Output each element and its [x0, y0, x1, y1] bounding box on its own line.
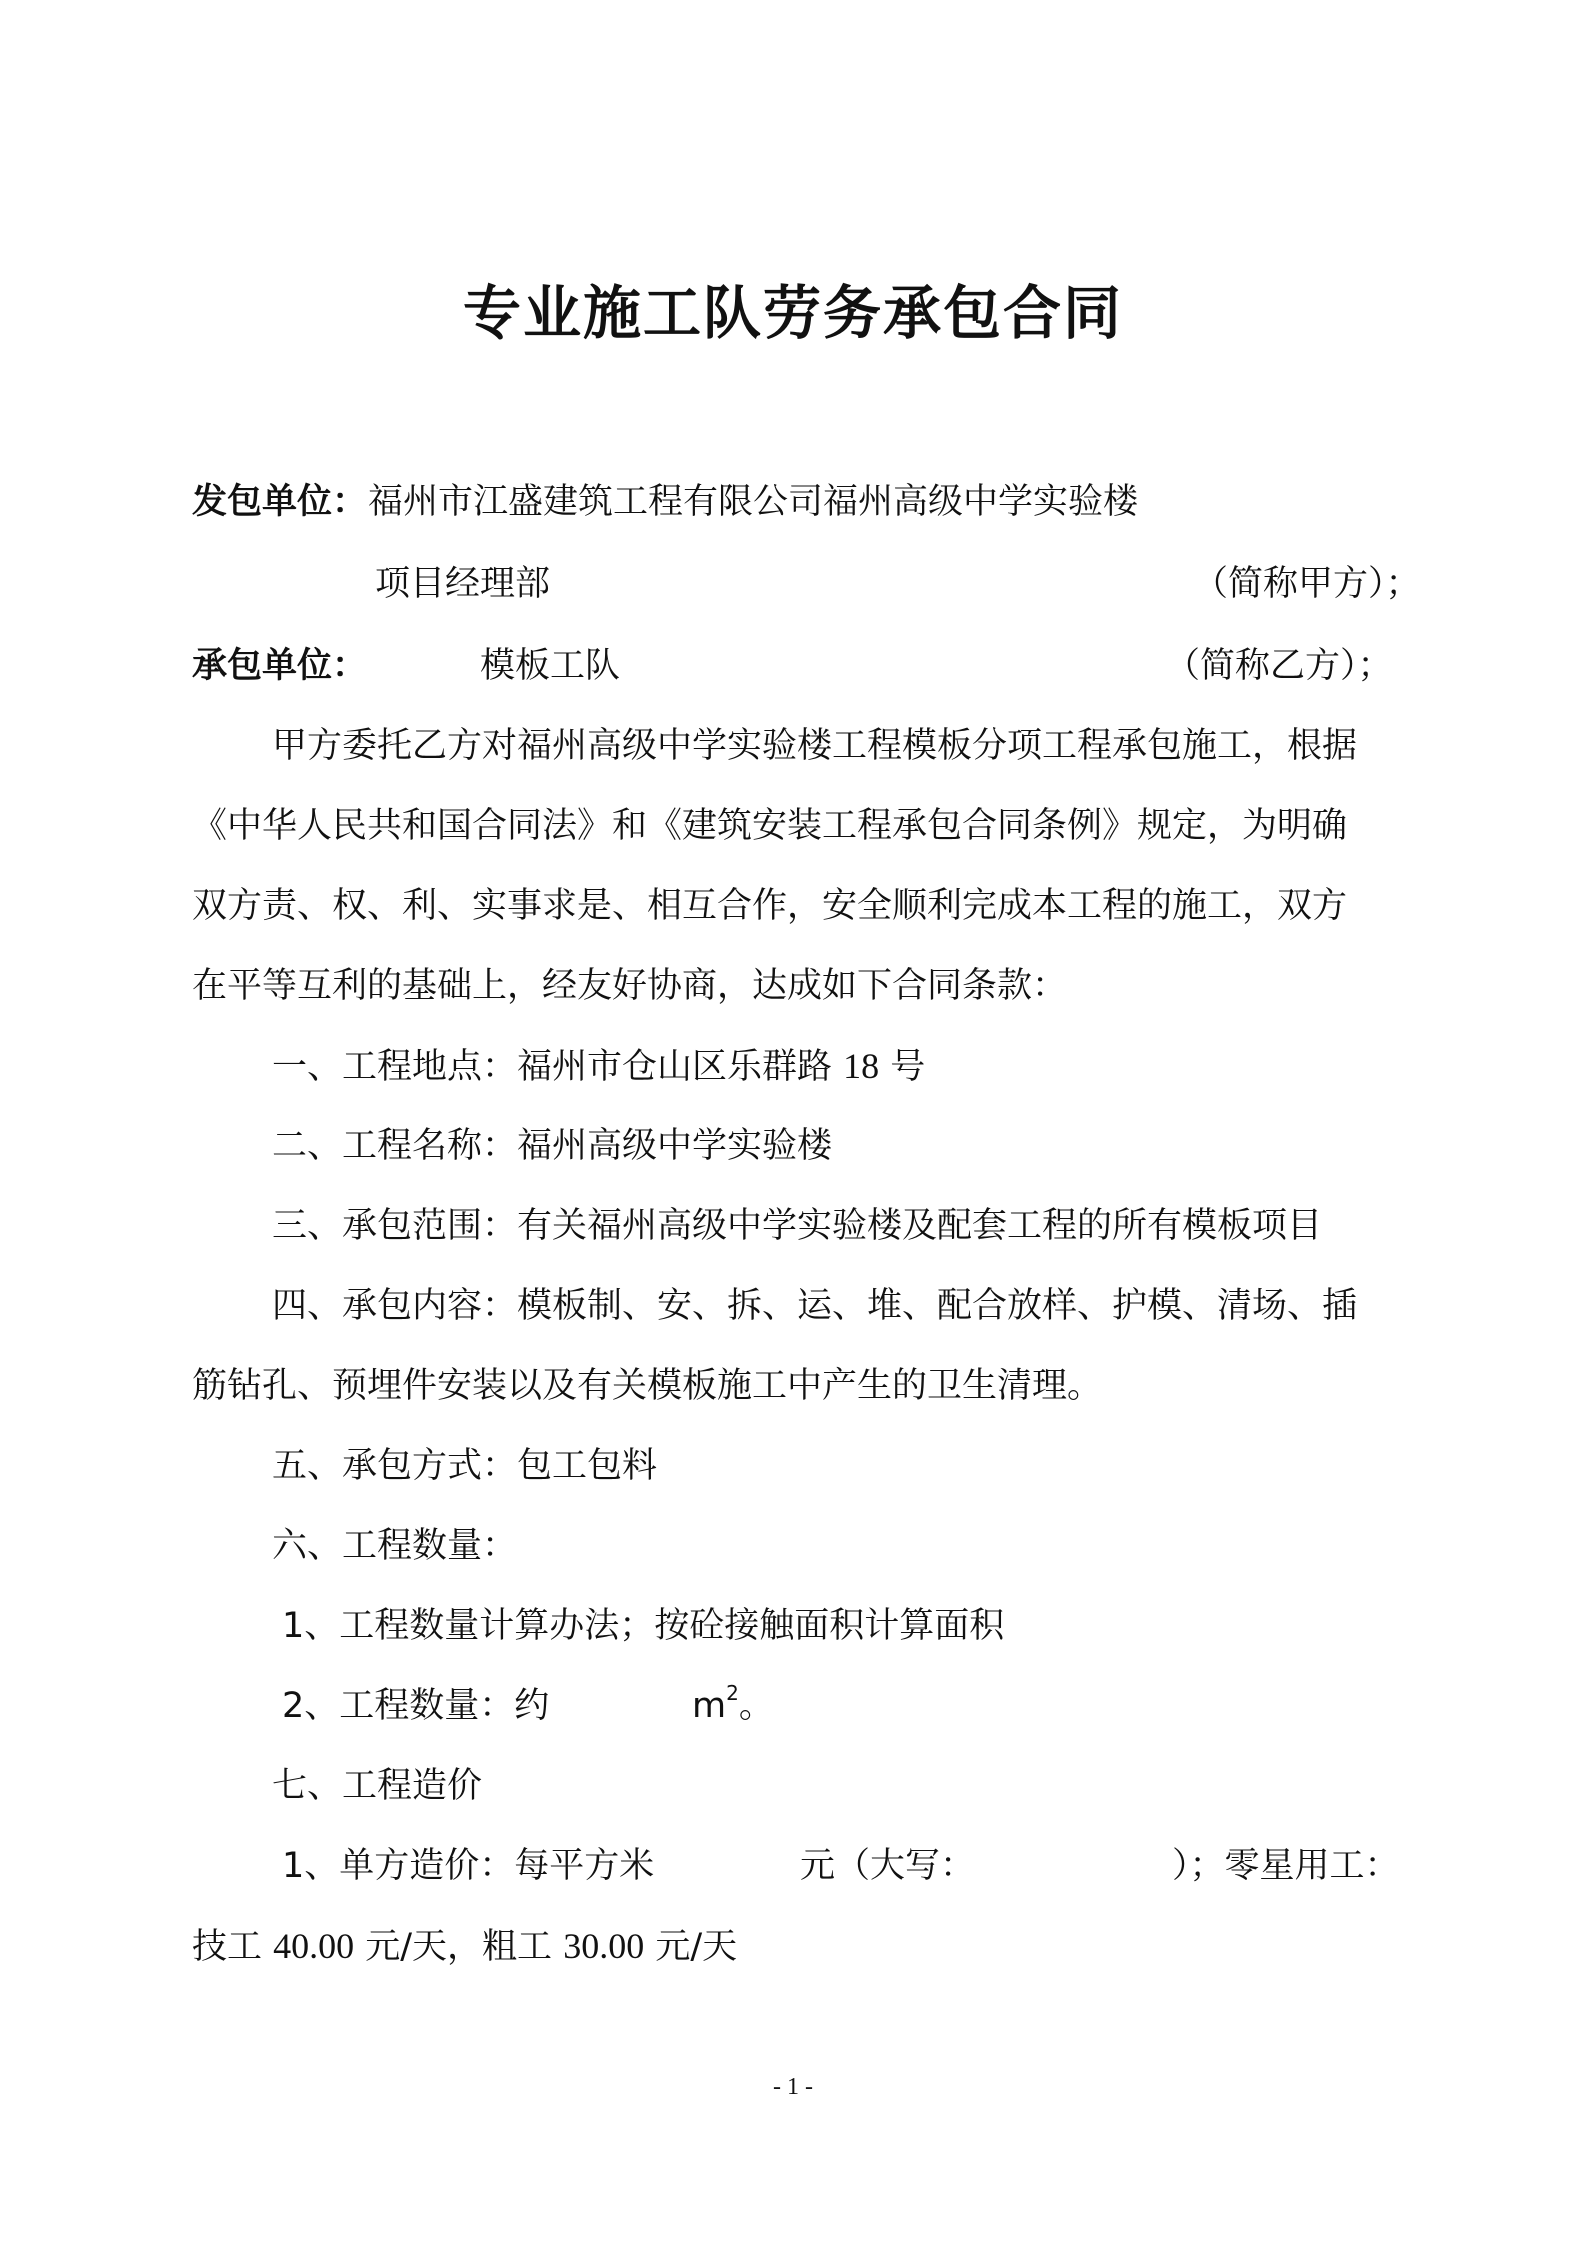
- party-b-name: 模板工队: [480, 646, 621, 686]
- clause-location-suffix: 号: [879, 1047, 926, 1087]
- clause-method: 五、承包方式：包工包料: [272, 1446, 658, 1486]
- labor-general-rate: 30.00: [563, 1926, 645, 1966]
- clause-labor-rates: [192, 1922, 737, 1971]
- party-a-abbr: （简称甲方）；: [1193, 564, 1421, 604]
- clause-content-line2: 筋钻孔、预埋件安装以及有关模板施工中产生的卫生清理。: [192, 1366, 1103, 1406]
- preamble-line: 双方责、权、利、实事求是、相互合作，安全顺利完成本工程的施工，双方: [192, 886, 1348, 926]
- clause-price: 七、工程造价: [272, 1766, 483, 1806]
- preamble-line: 《中华人民共和国合同法》和《建筑安装工程承包合同条例》规定，为明确: [192, 806, 1348, 846]
- party-a-name-line1: 福州市江盛建筑工程有限公司福州高级中学实验楼: [368, 482, 1139, 522]
- labor-general-label: 元/天，粗工: [354, 1927, 564, 1967]
- clause-quantity-amount-label: 2、工程数量：约: [282, 1686, 550, 1726]
- party-a-label: 发包单位：: [192, 482, 368, 522]
- clause-scope: 三、承包范围：有关福州高级中学实验楼及配套工程的所有模板项目: [272, 1206, 1323, 1246]
- clause-unit-price-yuan: 元（大写：: [800, 1846, 976, 1886]
- clause-location: [272, 1042, 925, 1091]
- page-number: - 1 -: [773, 2074, 813, 2100]
- labor-skilled-rate: 40.00: [273, 1926, 355, 1966]
- unit-period: 。: [738, 1686, 774, 1726]
- clause-quantity: 六、工程数量：: [272, 1526, 518, 1566]
- clause-location-number: 18: [843, 1046, 880, 1086]
- preamble-line: 在平等互利的基础上，经友好协商，达成如下合同条款：: [192, 966, 1068, 1006]
- clause-unit-price-label: 1、单方造价：每平方米: [282, 1846, 655, 1886]
- clause-project-name: 二、工程名称：福州高级中学实验楼: [272, 1126, 833, 1166]
- unit-m: m: [692, 1686, 727, 1726]
- clause-quantity-method: 1、工程数量计算办法；按砼接触面积计算面积: [282, 1606, 1005, 1646]
- party-a-name-line2: 项目经理部: [375, 564, 551, 604]
- labor-skilled-label: 技工: [192, 1927, 274, 1967]
- preamble-line: 甲方委托乙方对福州高级中学实验楼工程模板分项工程承包施工，根据: [272, 726, 1358, 766]
- labor-unit: 元/天: [644, 1927, 738, 1967]
- clause-quantity-unit: [692, 1682, 774, 1730]
- unit-exponent: 2: [726, 1681, 739, 1706]
- party-b-label: 承包单位：: [192, 646, 368, 686]
- clause-location-prefix: 一、工程地点：福州市仓山区乐群路: [272, 1047, 844, 1087]
- party-b-abbr: （简称乙方）；: [1165, 646, 1393, 686]
- document-title: 专业施工队劳务承包合同: [462, 279, 1123, 347]
- clause-odd-labor: ）；零星用工：: [1172, 1846, 1400, 1886]
- clause-content-line1: 四、承包内容：模板制、安、拆、运、堆、配合放样、护模、清场、插: [272, 1286, 1358, 1326]
